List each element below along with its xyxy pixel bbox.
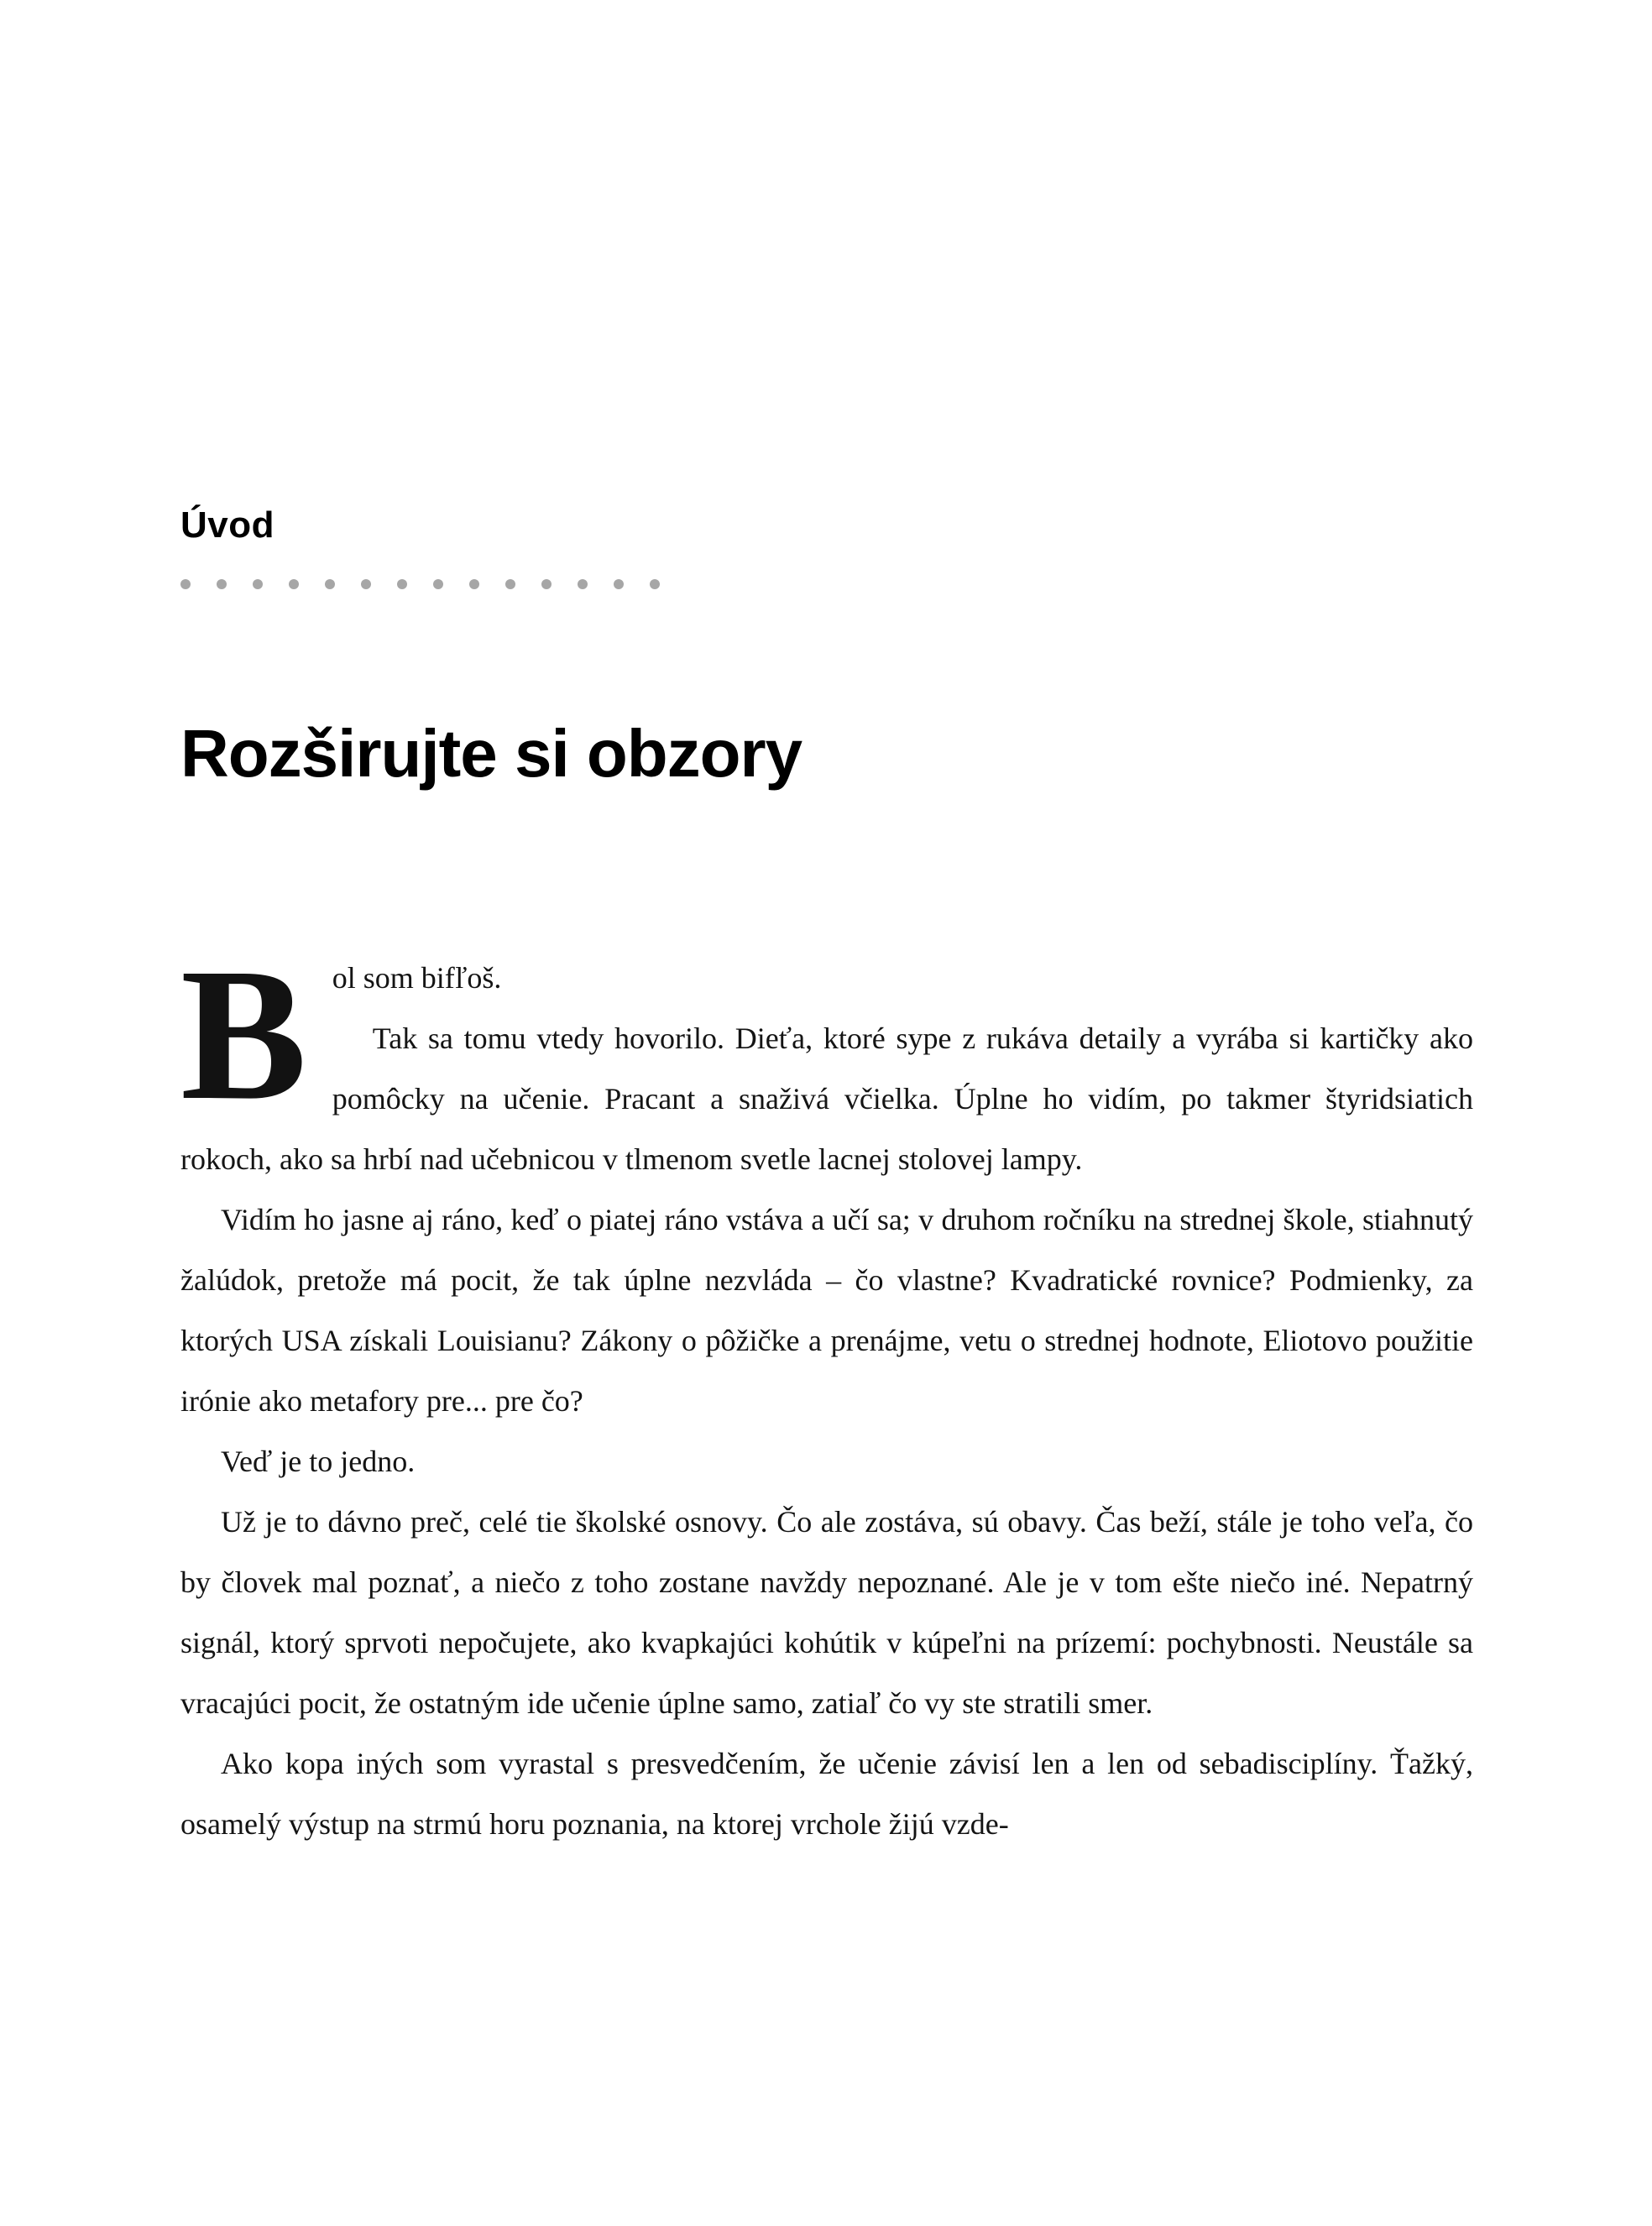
chapter-title: Rozširujte si obzory	[180, 716, 802, 791]
paragraph-opening: ol som bifľoš.	[332, 961, 502, 995]
drop-cap: B	[180, 929, 307, 1139]
ornament-dot	[217, 579, 227, 589]
ornament-dot	[541, 579, 552, 589]
ornament-dot	[325, 579, 335, 589]
ornament-dot	[614, 579, 624, 589]
ornament-dot	[578, 579, 588, 589]
paragraph: Vidím ho jasne aj ráno, keď o piatej ráno vstáva a učí sa; v druhom ročníku na strednej škole, stiahnutý žalúdok, pretože má pocit, že tak úplne nezvláda – čo vlastne? Kvadratické rovnice? Podmienky, za ktorých USA získali Louisianu? Zákony o pôžičke a prenájme, vetu o strednej hodnote, Eliotovo použitie irónie ako metafory pre... pre čo?	[180, 1203, 1473, 1418]
ornament-dot	[433, 579, 443, 589]
ornament-dot	[397, 579, 407, 589]
paragraph: Ako kopa iných som vyrastal s presvedčením, že učenie závisí len a len od sebadisciplíny. Ťažký, osamelý výstup na strmú horu poznania, na ktorej vrchole žijú vzde-	[180, 1747, 1473, 1841]
ornament-dot	[505, 579, 515, 589]
paragraph: Veď je to jedno.	[221, 1445, 416, 1478]
section-label: Úvod	[180, 504, 274, 546]
paragraph: Tak sa tomu vtedy hovorilo. Dieťa, ktoré sype z rukáva detaily a vyrába si kartičky ako pomôcky na učenie. Pracant a snaživá včielka. Úplne ho vidím, po takmer štyridsiatich rokoch, ako sa hrbí nad učebnicou v tlmenom svetle lacnej stolovej lampy.	[180, 1022, 1473, 1176]
ornament-dot	[650, 579, 660, 589]
body-text	[180, 929, 1473, 1854]
ornament-dot	[361, 579, 371, 589]
ornament-dot	[180, 579, 191, 589]
ornament-dot	[469, 579, 479, 589]
ornament-dots	[180, 579, 1473, 589]
ornament-dot	[289, 579, 299, 589]
ornament-dot	[253, 579, 263, 589]
paragraph: Už je to dávno preč, celé tie školské osnovy. Čo ale zostáva, sú obavy. Čas beží, stále je toho veľa, čo by človek mal poznať, a niečo z toho zostane navždy nepoznané. Ale je v tom ešte niečo iné. Nepatrný signál, ktorý sprvoti nepočujete, ako kvapkajúci kohútik v kúpeľni na prízemí: pochybnosti. Neustále sa vracajúci pocit, že ostatným ide učenie úplne samo, zatiaľ čo vy ste stratili smer.	[180, 1505, 1473, 1720]
